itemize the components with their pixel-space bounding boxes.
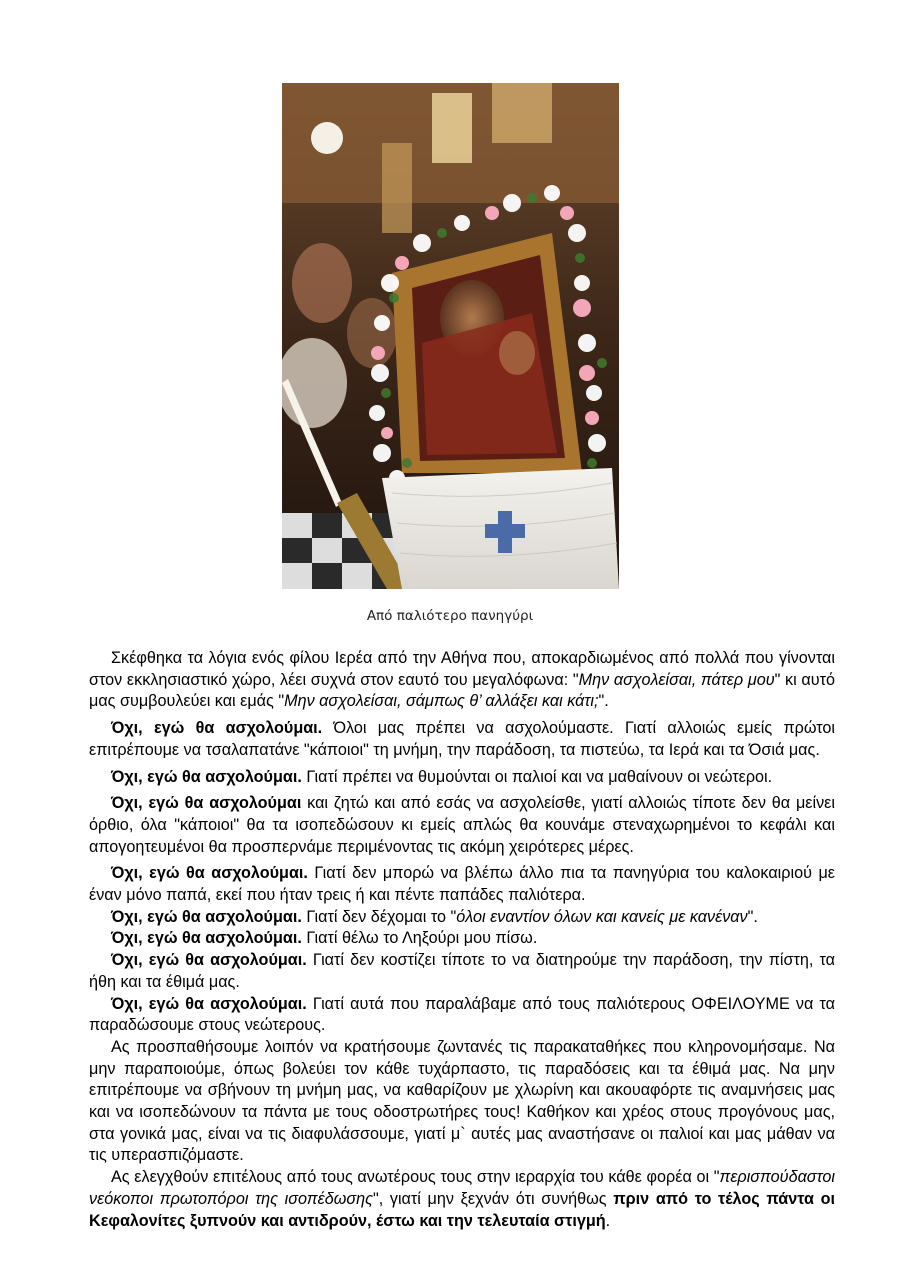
- photo-caption: Από παλιότερο πανηγύρι: [366, 608, 534, 624]
- paragraph-intro: Σκέφθηκα τα λόγια ενός φίλου Ιερέα από την Αθήνα που, αποκαρδιωμένος από πολλά που γίνονται στον εκκλησιαστικό χώρο, λέει συχνά στον εαυτό του μεγαλόφωνα: "Μην ασχολείσαι, πάτερ μου" κι αυτό μας συμβουλεύει και εμάς "Μην ασχολείσαι, σάμπως θ’ αλλάξει και κάτι;".: [89, 649, 836, 711]
- paragraph-9: Όχι, εγώ θα ασχολούμαι. Γιατί αυτά που παραλάβαμε από τους παλιότερους ΟΦΕΙΛΟΥΜΕ να τα παραδώσουμε στους νεώτερους.: [89, 994, 836, 1035]
- paragraph-5: Όχι, εγώ θα ασχολούμαι. Γιατί δεν μπορώ να βλέπω άλλο πια τα πανηγύρια του καλοκαιριού με έναν μόνο παπά, εκεί που ήταν τρεις ή και πέντε παπάδες παλιότερα.: [89, 864, 835, 905]
- refrain: Όχι, εγώ θα ασχολούμαι.: [111, 767, 302, 786]
- article-body: [89, 648, 835, 1232]
- paragraph-2: Όχι, εγώ θα ασχολούμαι. Όλοι μας πρέπει να ασχολούμαστε. Γιατί αλλοιώς εμείς πρώτοι επιτρέπουμε να τσαλαπατάνε "κάποιοι" τη μνήμη, την παράδοση, τα πιστεύω, τα Ιερά και τα Όσιά μας.: [89, 719, 836, 759]
- church-icon-photo: [282, 83, 619, 589]
- refrain: Όχι, εγώ θα ασχολούμαι.: [111, 719, 323, 738]
- paragraph-10: Ας προσπαθήσουμε λοιπόν να κρατήσουμε ζωντανές τις παρακαταθήκες που κληρονομήσαμε. Να μην παραποιούμε, όπως βολεύει τον κάθε τυχάρπαστο, τις παραδόσεις και τα έθιμά μας. Να μην επιτρέπουμε να σβήνουν τη μνήμη μας, να καθαρίζουν με χλωρίνη και ακουαφόρτε τις αναμνήσεις μας και να ισοπεδώνουν τα πάντα με τους οδοστρωτήρες τους! Καθήκον και χρέος στους προγόνους μας, στα γονικά μας, είναι να τις διαφυλάσσουμε, γιατί μ` αυτές μας αναστήσανε οι παλιοί και μας μάθαν να τις υπερασπιζόμαστε.: [89, 1037, 835, 1165]
- paragraph-4: Όχι, εγώ θα ασχολούμαι και ζητώ και από εσάς να ασχολείσθε, γιατί αλλοιώς τίποτε δεν θα μείνει όρθιο, όλα "κάποιοι" θα τα ισοπεδώσουν κι εμείς απλώς θα κουνάμε στεναχωρημένοι το κεφάλι και απογοητευμένοι θα προσπερνάμε περιμένοντας τις ακόμη χειρότερες μέρες.: [89, 794, 835, 856]
- refrain: Όχι, εγώ θα ασχολούμαι: [111, 794, 302, 813]
- paragraph-7: Όχι, εγώ θα ασχολούμαι. Γιατί θέλω το Ληξούρι μου πίσω.: [111, 929, 538, 948]
- paragraph-3: Όχι, εγώ θα ασχολούμαι. Γιατί πρέπει να θυμούνται οι παλιοί και να μαθαίνουν οι νεώτεροι.: [111, 767, 773, 786]
- refrain: Όχι, εγώ θα ασχολούμαι.: [111, 864, 308, 883]
- paragraph-6: Όχι, εγώ θα ασχολούμαι. Γιατί δεν δέχομαι το "όλοι εναντίον όλων και κανείς με κανέναν".: [111, 907, 758, 926]
- paragraph-11: Ας ελεγχθούν επιτέλους από τους ανωτέρους τους στην ιεραρχία του κάθε φορέα οι "περισπούδαστοι νεόκοποι πρωτοπόροι της ισοπέδωσης", γιατί μην ξεχνάν ότι συνήθως πριν από το τέλος πάντα οι Κεφαλονίτες ξυπνούν και αντιδρούν, έστω και την τελευταία στιγμή.: [89, 1168, 835, 1230]
- paragraph-8: Όχι, εγώ θα ασχολούμαι. Γιατί δεν κοστίζει τίποτε το να διατηρούμε την παράδοση, την πίστη, τα ήθη και τα έθιμά μας.: [89, 951, 835, 991]
- refrain: Όχι, εγώ θα ασχολούμαι.: [111, 929, 302, 948]
- refrain: Όχι, εγώ θα ασχολούμαι.: [111, 994, 307, 1013]
- refrain: Όχι, εγώ θα ασχολούμαι.: [111, 951, 307, 970]
- icon-with-flowers-image: [282, 83, 619, 589]
- refrain: Όχι, εγώ θα ασχολούμαι.: [111, 907, 302, 926]
